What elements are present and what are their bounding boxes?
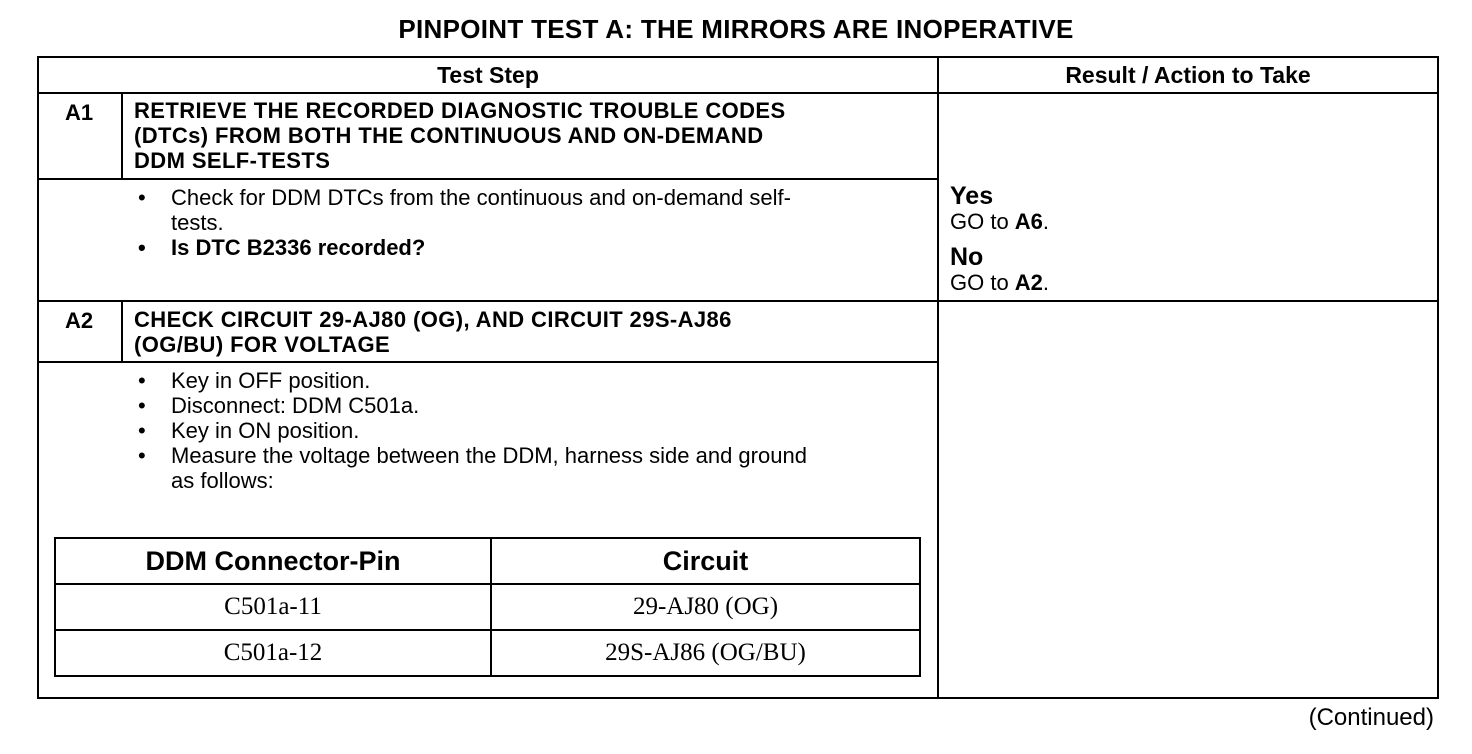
header-test-step: Test Step bbox=[437, 62, 539, 88]
go-to-text: GO to bbox=[950, 270, 1015, 295]
a2-title-divider bbox=[37, 361, 939, 363]
step-title-line: DDM SELF-TESTS bbox=[134, 148, 331, 173]
continued-label: (Continued) bbox=[1308, 704, 1434, 731]
a2-id-divider bbox=[121, 300, 123, 362]
result-no bbox=[950, 245, 1049, 295]
instruction-question: • Is DTC B2336 recorded? bbox=[133, 235, 833, 260]
connector-pin-table bbox=[54, 537, 921, 677]
column-header-connector-pin: DDM Connector-Pin bbox=[55, 538, 491, 584]
instruction-item: • Key in OFF position. bbox=[133, 368, 833, 393]
table-row bbox=[55, 630, 920, 676]
a1-id-divider bbox=[121, 92, 123, 180]
circuit-cell: 29-AJ80 (OG) bbox=[491, 584, 920, 630]
instruction-item: • Check for DDM DTCs from the continuous and on-demand self-tests. bbox=[133, 185, 833, 235]
column-header-circuit: Circuit bbox=[491, 538, 920, 584]
instruction-item: • Key in ON position. bbox=[133, 418, 833, 443]
table-header-row bbox=[55, 538, 920, 584]
step-divider bbox=[37, 300, 1439, 302]
step-title-a2 bbox=[134, 307, 732, 357]
go-to-text: GO to bbox=[950, 209, 1015, 234]
result-yes bbox=[950, 184, 1049, 234]
result-action-no bbox=[950, 270, 1049, 295]
period: . bbox=[1042, 209, 1050, 234]
step-a2-instructions bbox=[133, 368, 833, 493]
header-result-action: Result / Action to Take bbox=[1065, 62, 1311, 88]
step-title-line: (DTCs) FROM BOTH THE CONTINUOUS AND ON-DEMAND bbox=[134, 123, 764, 148]
step-title-line: RETRIEVE THE RECORDED DIAGNOSTIC TROUBLE CODES bbox=[134, 98, 786, 123]
connector-pin-cell: C501a-11 bbox=[55, 584, 491, 630]
step-title-line: (OG/BU) FOR VOLTAGE bbox=[134, 332, 391, 357]
page-title: PINPOINT TEST A: THE MIRRORS ARE INOPERATIVE bbox=[398, 14, 1074, 44]
go-to-target-a6[interactable]: A6 bbox=[1014, 209, 1043, 234]
instruction-item: • Disconnect: DDM C501a. bbox=[133, 393, 833, 418]
instruction-item: • Measure the voltage between the DDM, harness side and ground as follows: bbox=[133, 443, 833, 493]
step-title-line: CHECK CIRCUIT 29-AJ80 (OG), AND CIRCUIT 29S-AJ86 bbox=[134, 307, 732, 332]
a1-title-divider bbox=[37, 178, 939, 180]
step-id-a1: A1 bbox=[64, 100, 94, 125]
result-label-no: No bbox=[950, 243, 984, 271]
column-divider bbox=[937, 56, 939, 699]
step-title-a1 bbox=[134, 98, 786, 173]
go-to-target-a2[interactable]: A2 bbox=[1014, 270, 1043, 295]
result-label-yes: Yes bbox=[950, 182, 994, 210]
step-a1-instructions bbox=[133, 185, 833, 260]
circuit-cell: 29S-AJ86 (OG/BU) bbox=[491, 630, 920, 676]
table-row bbox=[55, 584, 920, 630]
result-action-yes bbox=[950, 209, 1049, 234]
step-id-a2: A2 bbox=[64, 308, 94, 333]
period: . bbox=[1042, 270, 1050, 295]
header-divider bbox=[37, 92, 1439, 94]
connector-pin-cell: C501a-12 bbox=[55, 630, 491, 676]
